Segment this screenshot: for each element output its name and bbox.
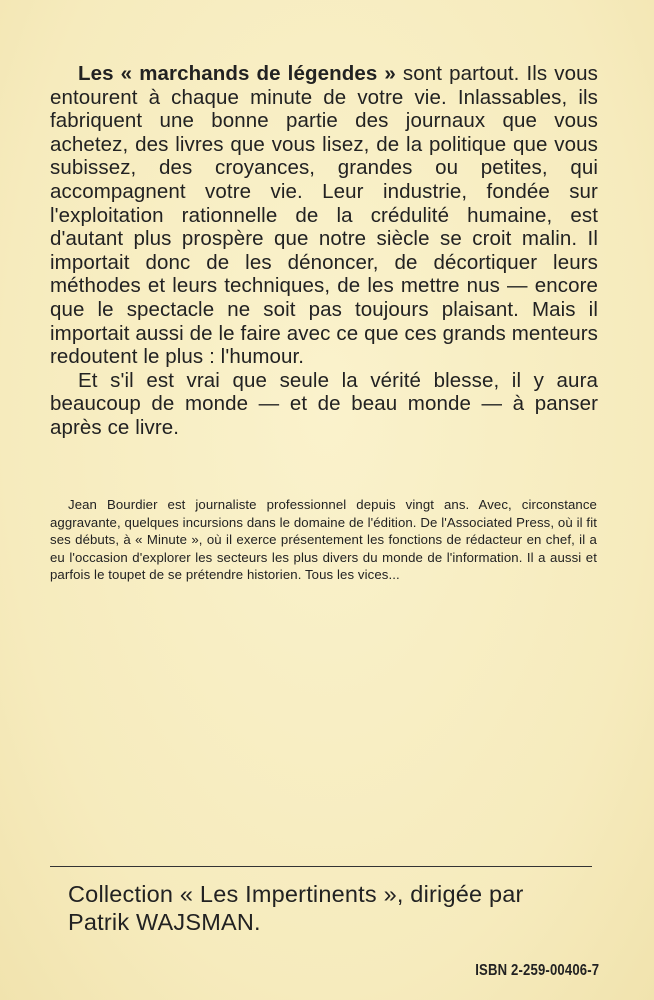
blurb-paragraph-1-text: sont partout. Ils vous entourent à chaque minute de votre vie. Inlassables, ils fabriquent une bonne partie des journaux que vous achetez, des livres que vous lisez, de la politique que vous subissez, des croyances, grandes ou petites, qui accompagnent votre vie. Leur industrie, fondée sur l'exploitation rationnelle de la crédulité humaine, est d'autant plus prospère que notre siècle se croit malin. Il importait donc de les dénoncer, de décortiquer leurs méthodes et leurs techniques, de les mettre nus — encore que le spectacle ne soit pas toujours plaisant. Mais il importait aussi de le faire avec ce que ces grands menteurs redoutent le plus : l'humour. <box>50 62 599 369</box>
blurb <box>50 62 598 440</box>
isbn: ISBN 2-259-00406-7 <box>474 962 599 979</box>
collection-line-1: Collection « Les Impertinents », dirigée par <box>68 881 524 907</box>
author-bio <box>50 496 597 584</box>
blurb-paragraph-2: Et s'il est vrai que seule la vérité blesse, il y aura beaucoup de monde — et de beau monde — à panser après ce livre. <box>50 368 598 439</box>
divider <box>50 866 592 867</box>
collection-credit <box>68 880 608 936</box>
blurb-paragraph-1 <box>50 62 598 369</box>
collection-line-2: Patrik WAJSMAN. <box>68 909 261 935</box>
blurb-opening-bold: Les « marchands de légendes » <box>78 62 396 85</box>
author-bio-text: Jean Bourdier est journaliste professionnel depuis vingt ans. Avec, circonstance aggravante, quelques incursions dans le domaine de l'édition. De l'Associated Press, où il fit ses débuts, à « Minute », où il exerce présentement les fonctions de rédacteur en chef, il a eu l'occasion d'explorer les secteurs les plus divers du monde de l'information. Il a aussi et parfois le toupet de se prétendre historien. Tous les vices... <box>50 497 597 583</box>
